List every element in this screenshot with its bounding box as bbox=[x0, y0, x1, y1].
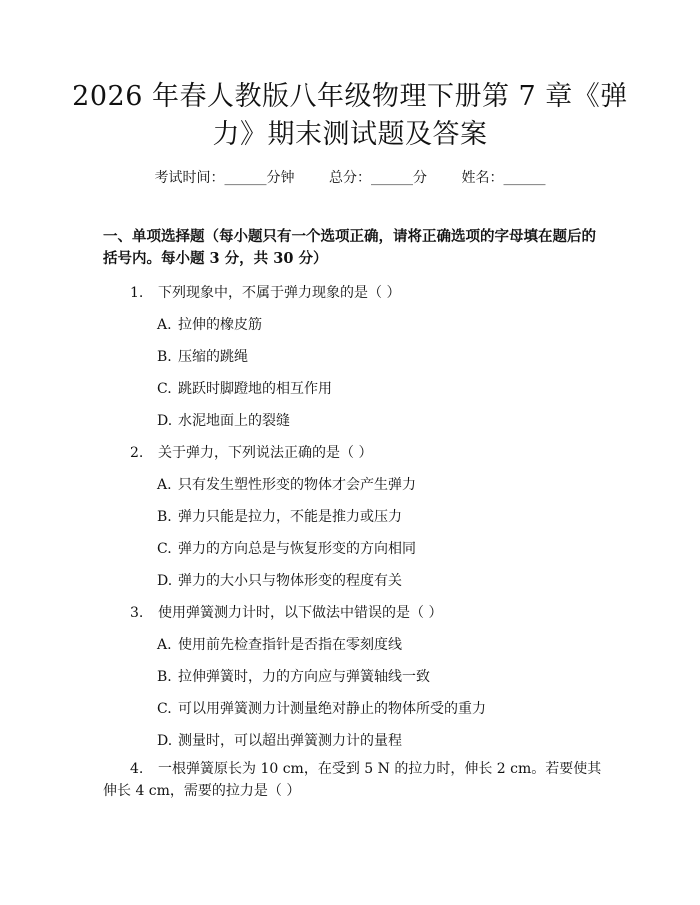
option-letter: B. bbox=[157, 349, 172, 365]
option-letter: C. bbox=[157, 701, 172, 717]
option-text: 可以用弹簧测力计测量绝对静止的物体所受的重力 bbox=[178, 701, 486, 717]
option-2a bbox=[157, 475, 600, 496]
option-2b bbox=[157, 507, 600, 528]
exam-meta-line bbox=[0, 168, 700, 188]
question-2 bbox=[103, 443, 600, 464]
option-text: 跳跃时脚蹬地的相互作用 bbox=[178, 381, 332, 397]
option-3b bbox=[157, 667, 600, 688]
exam-time-label: 考试时间： bbox=[154, 170, 225, 186]
option-letter: D. bbox=[157, 413, 173, 429]
option-1d bbox=[157, 411, 600, 432]
question-text: 一根弹簧原长为 10 cm，在受到 5 N 的拉力时，伸长 2 cm。若要使其伸长 4 cm，需要的拉力是（ ） bbox=[103, 761, 602, 799]
option-letter: C. bbox=[157, 541, 172, 557]
option-3c bbox=[157, 699, 600, 720]
question-text: 下列现象中，不属于弹力现象的是（ ） bbox=[158, 285, 401, 301]
option-letter: B. bbox=[157, 509, 172, 525]
option-text: 弹力只能是拉力，不能是推力或压力 bbox=[178, 509, 402, 525]
option-letter: B. bbox=[157, 669, 172, 685]
section-heading-single-choice: 一、单项选择题（每小题只有一个选项正确，请将正确选项的字母填在题后的括号内。每小题 3 分，共 30 分） bbox=[103, 228, 596, 267]
question-1 bbox=[103, 283, 600, 304]
option-letter: A. bbox=[157, 637, 172, 653]
question-number: 1. bbox=[130, 285, 144, 301]
exam-time-blank: ______ bbox=[224, 170, 267, 186]
question-text: 使用弹簧测力计时，以下做法中错误的是（ ） bbox=[158, 605, 443, 621]
option-text: 使用前先检查指针是否指在零刻度线 bbox=[178, 637, 402, 653]
option-letter: D. bbox=[157, 573, 173, 589]
option-letter: C. bbox=[157, 381, 172, 397]
option-letter: A. bbox=[157, 317, 172, 333]
total-score-unit: 分 bbox=[413, 170, 427, 186]
option-letter: D. bbox=[157, 733, 173, 749]
option-text: 水泥地面上的裂缝 bbox=[178, 413, 290, 429]
option-letter: A. bbox=[157, 477, 172, 493]
option-text: 只有发生塑性形变的物体才会产生弹力 bbox=[178, 477, 416, 493]
exam-time-unit: 分钟 bbox=[266, 170, 295, 186]
question-3 bbox=[103, 603, 600, 624]
document-title bbox=[60, 78, 640, 154]
option-text: 弹力的方向总是与恢复形变的方向相同 bbox=[178, 541, 416, 557]
option-2c bbox=[157, 539, 600, 560]
question-number: 4. bbox=[130, 761, 144, 777]
question-number: 3. bbox=[130, 605, 144, 621]
option-text: 拉伸的橡皮筋 bbox=[178, 317, 262, 333]
option-3d bbox=[157, 731, 600, 752]
question-text: 关于弹力，下列说法正确的是（ ） bbox=[158, 445, 373, 461]
option-1a bbox=[157, 315, 600, 336]
student-name-blank: ______ bbox=[503, 170, 546, 186]
total-score-field bbox=[329, 168, 427, 188]
option-text: 测量时，可以超出弹簧测力计的量程 bbox=[178, 733, 402, 749]
student-name-field bbox=[461, 168, 545, 188]
title-line-2: 力》期末测试题及答案 bbox=[212, 119, 488, 150]
option-text: 弹力的大小只与物体形变的程度有关 bbox=[178, 573, 402, 589]
total-score-blank: ______ bbox=[371, 170, 413, 186]
title-line-1: 2026 年春人教版八年级物理下册第 7 章《弹 bbox=[72, 81, 628, 112]
student-name-label: 姓名： bbox=[461, 170, 504, 186]
total-score-label: 总分： bbox=[329, 170, 371, 186]
option-1c bbox=[157, 379, 600, 400]
question-number: 2. bbox=[130, 445, 144, 461]
option-text: 压缩的跳绳 bbox=[178, 349, 248, 365]
option-text: 拉伸弹簧时，力的方向应与弹簧轴线一致 bbox=[178, 669, 430, 685]
exam-time-field bbox=[155, 168, 295, 188]
question-4 bbox=[103, 758, 602, 802]
option-3a bbox=[157, 635, 600, 656]
option-1b bbox=[157, 347, 600, 368]
option-2d bbox=[157, 571, 600, 592]
